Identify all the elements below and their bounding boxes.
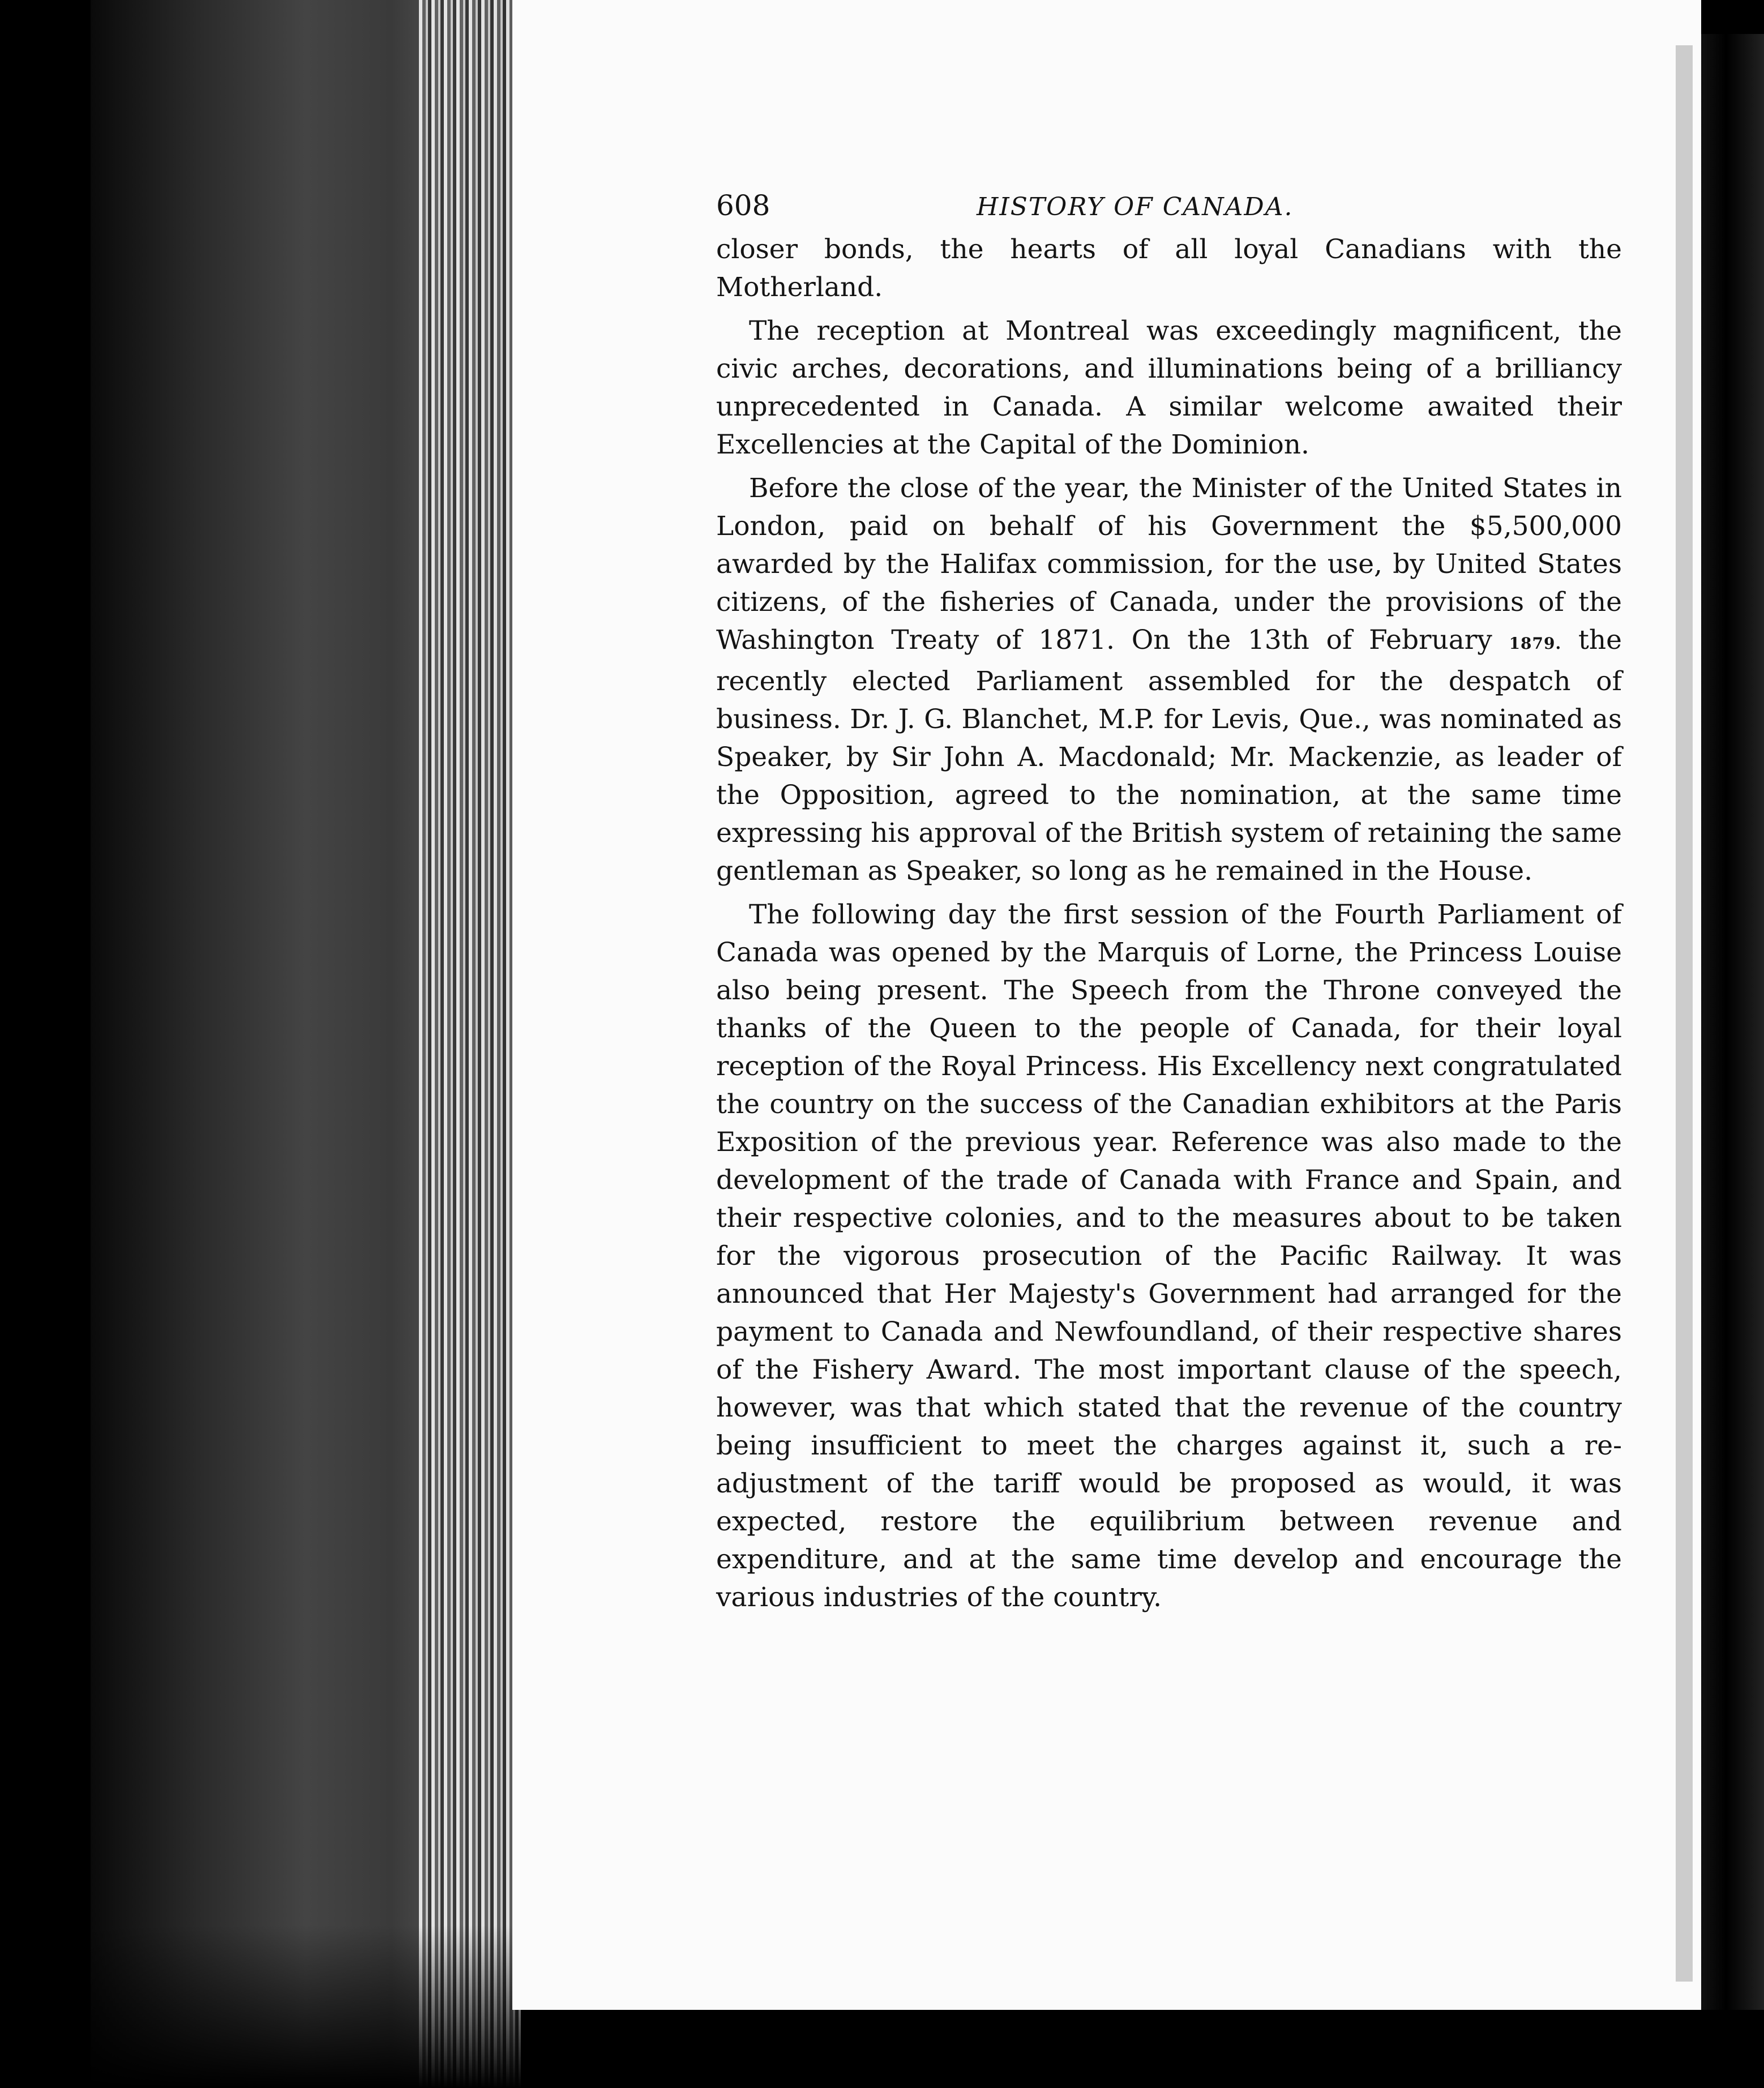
- next-page-edge: [1676, 45, 1693, 1982]
- paragraph-2: The reception at Montreal was exceedingly magnificent, the civic arches, decorations, and illuminations being of a brilliancy unprecedented in Canada. A similar welcome awaited their Excellencies at the Capital of the Dominion.: [716, 315, 1622, 460]
- paragraph-1: closer bonds, the hearts of all loyal Canadians with the Motherland.: [716, 234, 1622, 303]
- paragraph-3-part-1: Before the close of the year, the Minister of the United States in London, paid on behalf of his Government the $5,500,000 awarded by the Halifax commission, for the use, by United States citizens, of the fisheries of Canada, under the provisions of the Washington Treaty of 1871. On the 13th of February: [716, 473, 1622, 656]
- paragraph-3-part-2: the recently elected Parliament assembled for the despatch of business. Dr. J. G. Blanchet, M.P. for Levis, Que., was nominated as Speaker, by Sir John A. Macdonald; Mr. Mackenzie, as leader of the Opposition, agreed to the nomination, at the same time expressing his approval of the British system of retaining the same gentleman as Speaker, so long as he remained in the House.: [716, 624, 1622, 887]
- running-head: [716, 187, 1622, 226]
- page-edges: [419, 0, 521, 2088]
- shadow: [91, 1925, 543, 2088]
- margin-date: 1879.: [1509, 634, 1562, 653]
- page-text: [716, 187, 1622, 1622]
- page-number: 608: [716, 189, 770, 222]
- paragraph-4: The following day the first session of the Fourth Parliament of Canada was opened by the Marquis of Lorne, the Princess Louise also being present. The Speech from the Throne conveyed the thanks of the Queen to the people of Canada, for their loyal reception of the Royal Princess. His Excellency next congratulated the country on the success of the Canadian exhibitors at the Paris Exposition of the previous year. Reference was also made to the development of the trade of Canada with France and Spain, and their respective colonies, and to the measures about to be taken for the vigorous prosecution of the Pacific Railway. It was announced that Her Majesty's Government had arranged for the payment to Canada and Newfoundland, of their respective shares of the Fishery Award. The most important clause of the speech, however, was that which stated that the revenue of the country being insufficient to meet the charges against it, such a re-adjustment of the tariff would be proposed as would, it was expected, restore the equilibrium between revenue and expenditure, and at the same time develop and encourage the various industries of the country.: [716, 899, 1622, 1613]
- running-title: HISTORY OF CANADA.: [977, 192, 1294, 221]
- right-book-edge: [1701, 34, 1764, 2010]
- paragraph-3: [716, 469, 1622, 890]
